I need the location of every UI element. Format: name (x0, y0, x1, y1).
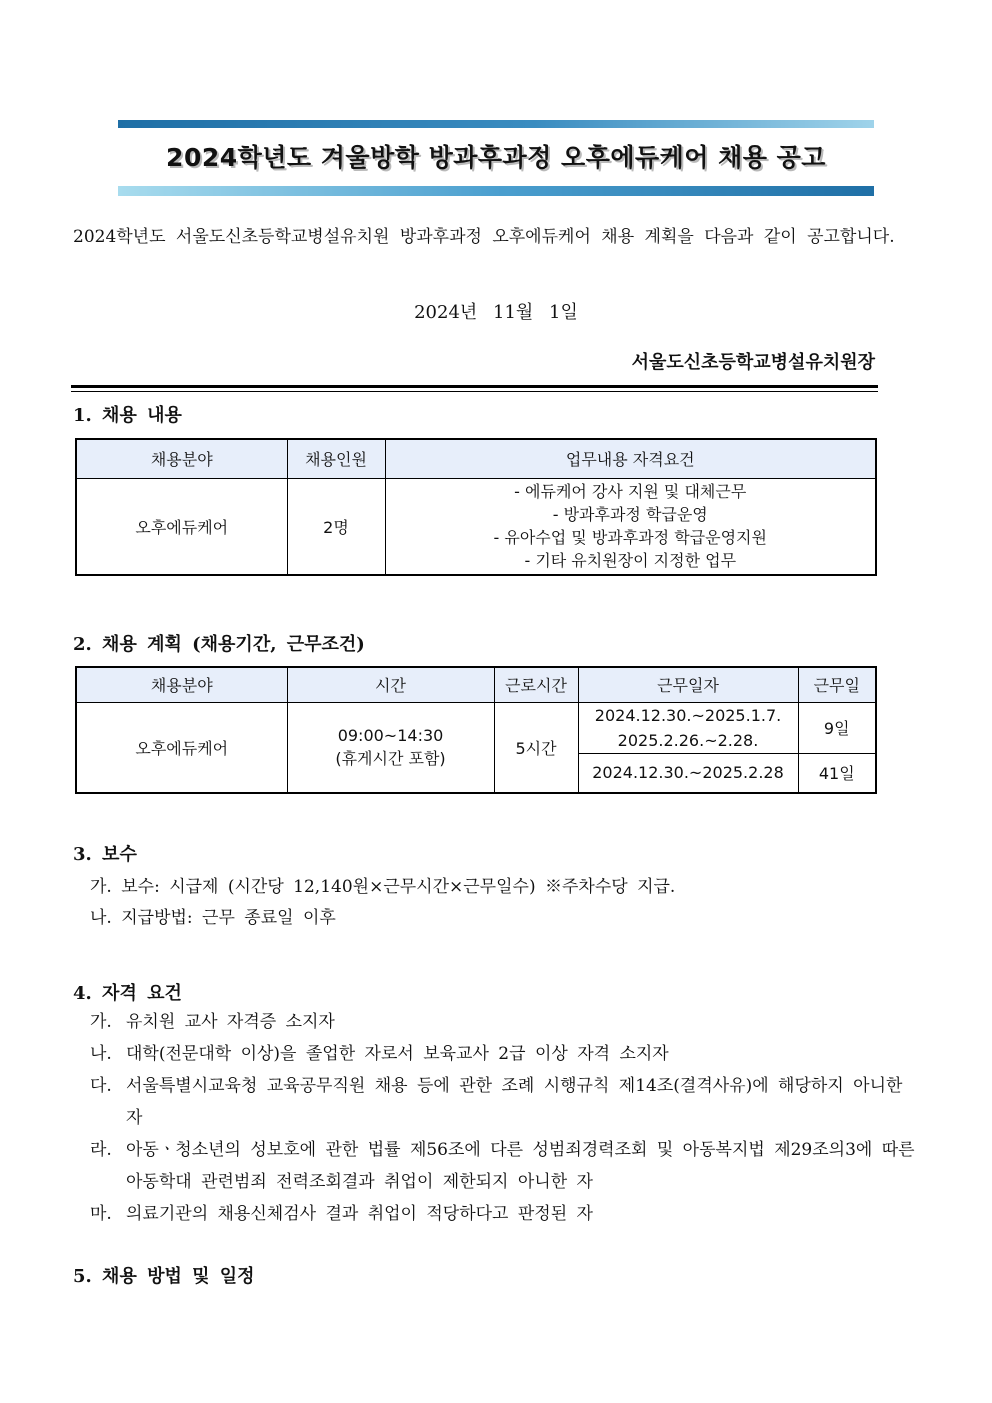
section-heading-1: 1. 채용 내용 (73, 405, 182, 426)
item-marker: 다. (90, 1076, 112, 1096)
section-heading-3: 3. 보수 (73, 844, 137, 865)
announcement-date: 2024년 11월 1일 (414, 302, 578, 323)
period-line: 2025.2.26.~2.28. (617, 730, 759, 750)
item-text: 유치원 교사 자격증 소지자 (126, 1012, 335, 1032)
cell-count: 2명 (287, 478, 385, 575)
duty-item: - 기타 유치원장이 지정한 업무 (524, 551, 737, 571)
section-heading-4: 4. 자격 요건 (73, 983, 182, 1004)
divider-thick (71, 385, 878, 388)
item-text: 아동ㆍ청소년의 성보호에 관한 법률 제56조에 다른 성범죄경력조회 및 아동복지법 제29조의3에 따른 아동학대 관련범죄 전력조회결과 취업이 제한되지 아니한 자 (126, 1140, 915, 1192)
section-heading-2: 2. 채용 계획 (채용기간, 근무조건) (73, 634, 365, 655)
item-text: 의료기관의 채용신체검사 결과 취업이 적당하다고 판정된 자 (126, 1204, 593, 1224)
cell-days-2: 41일 (798, 753, 876, 793)
duty-item: - 방과후과정 학급운영 (552, 505, 708, 525)
recruitment-table (75, 438, 877, 576)
intro-text: 2024학년도 서울도신초등학교병설유치원 방과후과정 오후에듀케어 채용 계획을 다음과 같이 공고합니다. (73, 227, 895, 247)
cell-hours: 5시간 (494, 702, 578, 793)
duty-item: - 에듀케어 강사 지원 및 대체근무 (514, 482, 747, 502)
item-marker: 나. (90, 1044, 112, 1064)
section-heading-5: 5. 채용 방법 및 일정 (73, 1266, 255, 1287)
divider-thin (71, 391, 878, 392)
cell-field: 오후에듀케어 (76, 478, 287, 575)
header-duties: 업무내용 자격요건 (385, 439, 876, 478)
schedule-table (75, 666, 877, 794)
header-days: 근무일 (798, 667, 876, 702)
header-period: 근무일자 (578, 667, 798, 702)
duty-item: - 유아수업 및 방과후과정 학급운영지원 (493, 528, 767, 548)
time-note: (휴게시간 포함) (335, 749, 446, 769)
signer: 서울도신초등학교병설유치원장 (631, 352, 875, 373)
header-field: 채용분야 (76, 667, 287, 702)
pay-item: 가. 보수: 시급제 (시간당 12,140원×근무시간×근무일수) ※주차수당 지급. (90, 877, 676, 897)
cell-period-1 (578, 702, 798, 753)
qualification-item (90, 1006, 922, 1038)
item-marker: 가. (90, 1012, 112, 1032)
header-time: 시간 (287, 667, 494, 702)
header-hours: 근로시간 (494, 667, 578, 702)
header-field: 채용분야 (76, 439, 287, 478)
qualification-item (90, 1198, 922, 1230)
qualification-item (90, 1070, 922, 1134)
header-count: 채용인원 (287, 439, 385, 478)
item-marker: 마. (90, 1204, 112, 1224)
title-bar-top (118, 120, 874, 128)
item-marker: 라. (90, 1140, 112, 1160)
item-text: 대학(전문대학 이상)을 졸업한 자로서 보육교사 2급 이상 자격 소지자 (126, 1044, 669, 1064)
cell-days-1: 9일 (798, 702, 876, 753)
qualification-item (90, 1134, 922, 1198)
cell-period-2: 2024.12.30.~2025.2.28 (578, 753, 798, 793)
time-range: 09:00~14:30 (337, 726, 444, 746)
pay-item: 나. 지급방법: 근무 종료일 이후 (90, 908, 336, 928)
cell-duties (385, 478, 876, 575)
cell-time (287, 702, 494, 793)
title-bar-bottom (118, 186, 874, 196)
page-title: 2024학년도 겨울방학 방과후과정 오후에듀케어 채용 공고 (166, 143, 826, 172)
qualification-item (90, 1038, 922, 1070)
period-line: 2024.12.30.~2025.1.7. (594, 705, 782, 725)
item-text: 서울특별시교육청 교육공무직원 채용 등에 관한 조례 시행규칙 제14조(결격사유)에 해당하지 아니한 자 (126, 1076, 903, 1128)
cell-field: 오후에듀케어 (76, 702, 287, 793)
